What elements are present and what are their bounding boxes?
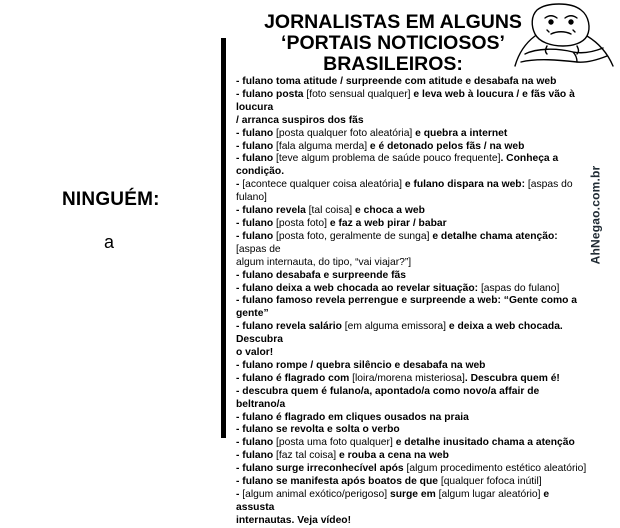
list-item — [236, 295, 588, 321]
list-item-text: - fulano rompe / quebra silêncio e desabafa na web — [236, 359, 486, 371]
list-item-text: - fulano revela — [236, 205, 309, 217]
list-item — [236, 437, 588, 450]
list-item — [236, 489, 588, 515]
list-item — [236, 386, 588, 412]
nobody-letter: a — [104, 232, 115, 252]
list-item — [236, 476, 588, 489]
list-item-text: e leva web à loucura / e fãs vão à loucura — [236, 88, 575, 113]
list-item-text: . Descubra quem é! — [464, 372, 560, 384]
list-item-text: - fulano — [236, 140, 277, 152]
list-item — [236, 141, 588, 154]
list-item-text: [qualquer fofoca inútil] — [440, 476, 542, 488]
list-item-text: [acontece qualquer coisa aleatória] — [242, 179, 403, 191]
watermark — [583, 140, 607, 290]
list-item — [236, 373, 588, 386]
list-item-text: e deixa a web chocada. Descubra — [236, 321, 563, 346]
list-item-text: e detalhe inusitado chama a atenção — [392, 437, 575, 449]
list-item-text: e fulano dispara na web: — [402, 179, 528, 191]
list-item-text: e rouba a cena na web — [336, 450, 449, 462]
list-item — [236, 424, 588, 437]
list-item-text: [foto sensual qualquer] — [306, 88, 411, 100]
title-line-1: JORNALISTAS EM ALGUNS — [264, 11, 522, 33]
list-item — [236, 257, 588, 270]
list-item-text: - fulano desabafa e surpreende fãs — [236, 269, 406, 281]
list-item-text: [aspas do fulano] — [236, 179, 573, 204]
list-item-text: algum internauta, do tipo, “vai viajar?”] — [236, 256, 412, 268]
list-item-text: - fulano toma atitude / surpreende com atitude e desabafa na web — [236, 76, 557, 87]
list-item-text: - fulano se manifesta após boatos de que — [236, 476, 441, 488]
list-item-text: internautas. Veja vídeo! — [236, 514, 352, 526]
list-item-text: e faz a web pirar / babar — [327, 217, 447, 229]
list-item-text: - fulano posta — [236, 88, 307, 100]
list-item-text: [aspas de — [236, 243, 281, 255]
list-item — [236, 283, 588, 296]
list-item-text: [loira/morena misteriosa] — [352, 372, 465, 384]
list-item-text: - — [236, 489, 243, 500]
list-item-text: [algum procedimento estético aleatório] — [406, 463, 587, 475]
headline-list — [236, 76, 588, 528]
list-item-text: - fulano — [236, 217, 277, 229]
list-item — [236, 205, 588, 218]
list-item-text: - fulano famoso revela perrengue e surpreende a web: “Gente como a gente” — [236, 295, 578, 320]
list-item-text: - fulano — [236, 450, 277, 462]
list-item — [236, 463, 588, 476]
list-item — [236, 179, 588, 205]
list-item-text: e detalhe chama atenção: — [429, 230, 558, 242]
list-item-text: - fulano — [236, 230, 277, 242]
list-item-text: - fulano é flagrado com — [236, 372, 353, 384]
list-item-text: o valor! — [236, 347, 274, 359]
list-item — [236, 360, 588, 373]
list-item — [236, 321, 588, 347]
title-line-2: ‘PORTAIS NOTICIOSOS’ — [281, 32, 505, 54]
list-item-text: e assusta — [236, 489, 550, 513]
list-item-text: - descubra quem é fulano/a, apontado/a como novo/a affair de beltrano/a — [236, 385, 540, 410]
watermark-text: AhNegao.com.br — [588, 165, 602, 265]
list-item — [236, 218, 588, 231]
vertical-divider — [221, 38, 226, 438]
list-item-text: [posta foto] — [276, 217, 327, 229]
list-item — [236, 515, 588, 528]
list-item-text: [posta uma foto qualquer] — [276, 437, 393, 449]
list-item-text: - fulano surge irreconhecível após — [236, 463, 407, 475]
list-item-text: [algum animal exótico/perigoso] — [242, 489, 388, 500]
list-item-text: [tal coisa] — [308, 205, 353, 217]
list-item-text: [posta foto, geralmente de sunga] — [276, 230, 430, 242]
list-item-text: [fala alguma merda] — [276, 140, 368, 152]
list-item-text: - fulano deixa a web chocada ao revelar situação: — [236, 282, 481, 294]
list-item-text: / arranca suspiros dos fãs — [236, 114, 364, 126]
list-item-text: [em alguma emissora] — [344, 321, 447, 333]
rage-face-arms-crossed-icon — [507, 2, 617, 70]
list-item-text: [posta qualquer foto aleatória] — [276, 127, 413, 139]
list-item — [236, 412, 588, 425]
list-item-text: - fulano se revolta e solta o verbo — [236, 424, 400, 436]
page-title — [248, 12, 538, 75]
list-item-text: e quebra a internet — [412, 127, 508, 139]
list-item-text: [algum lugar aleatório] — [438, 489, 541, 500]
list-item-text: - fulano — [236, 127, 277, 139]
list-item — [236, 153, 588, 179]
list-item — [236, 347, 588, 360]
list-item-text: [faz tal coisa] — [276, 450, 337, 462]
list-item — [236, 128, 588, 141]
list-item — [236, 115, 588, 128]
list-item-text: surge em — [387, 489, 439, 500]
list-item — [236, 231, 588, 257]
list-item-text: - fulano revela salário — [236, 321, 345, 333]
list-item-text: - fulano — [236, 153, 277, 165]
list-item-text: - fulano é flagrado em cliques ousados na praia — [236, 411, 469, 423]
list-item — [236, 76, 588, 89]
list-item-text: [teve algum problema de saúde pouco frequente] — [276, 153, 501, 165]
list-item — [236, 89, 588, 115]
list-item-text: e é detonado pelos fãs / na web — [367, 140, 525, 152]
list-item-text: [aspas do fulano] — [480, 282, 560, 294]
list-item-text: - fulano — [236, 437, 277, 449]
list-item-text: e choca a web — [352, 205, 425, 217]
list-item-text: - — [236, 179, 243, 191]
list-item — [236, 270, 588, 283]
nobody-label: NINGUÉM: — [62, 189, 160, 210]
list-item-text: . Conheça a condição. — [236, 153, 559, 178]
title-line-3: BRASILEIROS: — [323, 53, 463, 75]
list-item — [236, 450, 588, 463]
